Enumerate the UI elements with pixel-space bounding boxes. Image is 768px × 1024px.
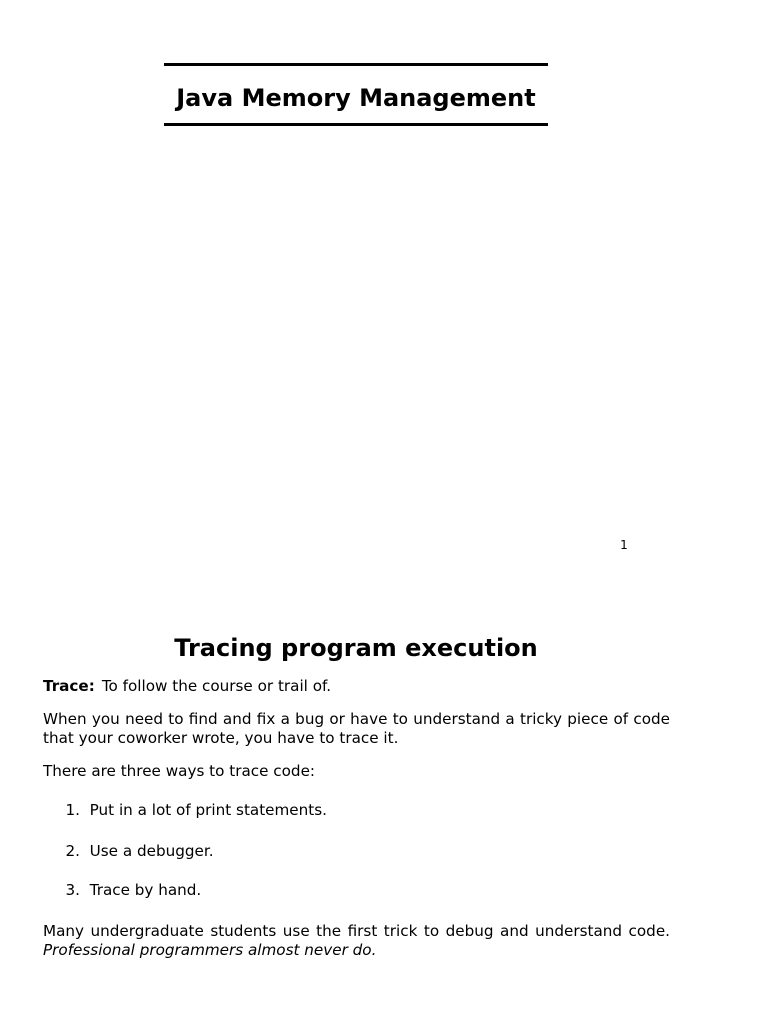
list-item [43,801,327,819]
paragraph-many-emphasis: Professional programmers almost never do. [43,941,377,959]
definition-paragraph [43,677,670,696]
paragraph-many [43,922,670,960]
section-title: Tracing program execution [174,634,538,662]
list-item-text: Put in a lot of print statements. [89,801,327,819]
list-item [43,881,201,899]
list-item-text: Trace by hand. [89,881,202,899]
list-item-number: 2. [65,842,80,860]
definition-text: To follow the course or trail of. [101,677,332,695]
definition-term: Trace: [43,677,95,695]
list-item-text: Use a debugger. [89,842,214,860]
paragraph-ways: There are three ways to trace code: [43,762,316,780]
list-item [43,842,214,860]
paragraph-need: When you need to find and fix a bug or have to understand a tricky piece of code that your coworker wrote, you have to trace it. [43,710,670,747]
page-number: 1 [620,538,628,552]
title-rule-top [164,63,548,66]
title-rule-bottom [164,123,548,126]
list-item-number: 1. [65,801,80,819]
paragraph-many-text: Many undergraduate students use the first trick to debug and understand code. [43,922,670,940]
list-item-number: 3. [65,881,80,899]
slide-title: Java Memory Management [176,84,536,112]
